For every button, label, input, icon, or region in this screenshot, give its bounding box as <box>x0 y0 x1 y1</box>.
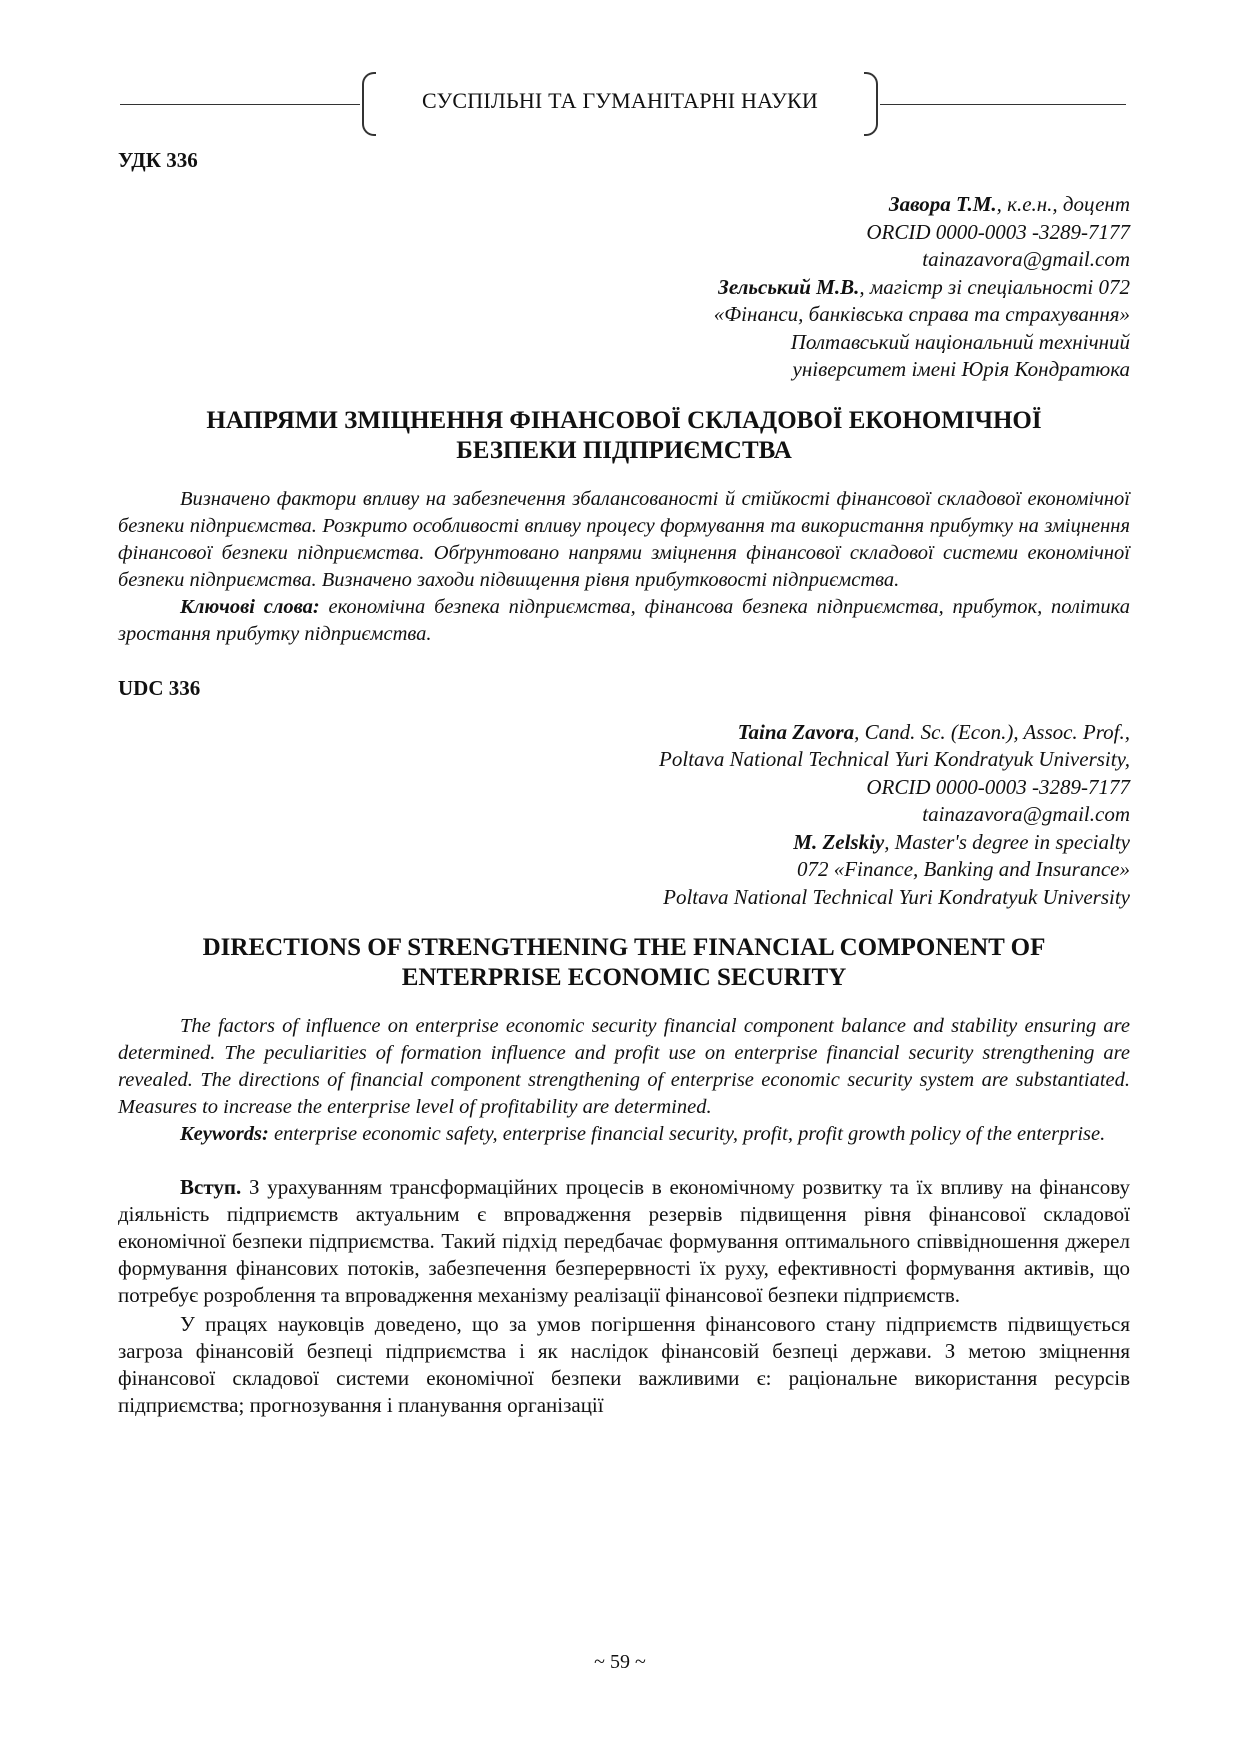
udc-en: UDC 336 <box>118 675 201 700</box>
author-name: Завора Т.М. <box>888 192 997 216</box>
author-affiliation: університет імені Юрія Кондратюка <box>792 357 1130 381</box>
author-email: tainazavora@gmail.com <box>922 802 1130 826</box>
intro-paragraph: Вступ. З урахуванням трансформаційних процесів в економічному розвитку та їх впливу на фінансову діяльність підприємств актуальним є впровадження резервів підвищення рівня фінансової складової економічної безпеки підприємства. Такий підхід передбачає формування оптимального співвідношення джерел формування фінансових потоків, забезпечення безперервності їх руху, ефективності формування активів, що потребує розроблення та впровадження механізму реалізації фінансової безпеки підприємств. <box>118 1175 1130 1307</box>
author-name: Зельський М.В. <box>718 274 860 299</box>
author-name: Taina Zavora <box>737 719 855 744</box>
keywords-label: Ключові слова: <box>180 595 320 618</box>
orcid: ORCID 0000-0003 -3289-7177 <box>866 774 1130 799</box>
abstract-en: The factors of influence on enterprise economic security financial component balance and stability ensuring are determined. The peculiarities of formation influence and profit use on enterprise financial security strengthening are revealed. The directions of financial component strengthening of enterprise economic security system are substantiated. Measures to increase the enterprise level of profitability are determined. <box>118 1015 1130 1118</box>
author-affiliation: Poltava National Technical Yuri Kondratyuk University <box>663 884 1130 909</box>
article-title-en: DIRECTIONS OF STRENGTHENING THE FINANCIAL COMPONENT OF ENTERPRISE ECONOMIC SECURITY <box>202 934 1046 991</box>
author-line: Зельський М.В., магістр зі спеціальності 072 <box>718 274 1130 299</box>
keywords-en: Keywords: enterprise economic safety, enterprise financial security, profit, profit growth policy of the enterprise. <box>180 1123 1106 1145</box>
header-rule-right <box>880 104 1126 105</box>
author-name: M. Zelskiy <box>793 829 885 854</box>
section-title: СУСПІЛЬНІ ТА ГУМАНІТАРНІ НАУКИ <box>422 88 818 113</box>
authors-en <box>118 719 1130 912</box>
author-line: Taina Zavora, Cand. Sc. (Econ.), Assoc. Prof., <box>737 719 1130 744</box>
udc-ua: УДК 336 <box>118 148 198 172</box>
abstract-ua: Визначено фактори впливу на забезпечення збалансованості й стійкості фінансової складової економічної безпеки підприємства. Розкрито особливості впливу процесу формування та використання прибутку на зміцнення фінансової безпеки підприємства. Обґрунтовано напрями зміцнення фінансової складової системи економічної безпеки підприємства. Визначено заходи підвищення рівня прибутковості підприємства. <box>118 487 1130 591</box>
author-line: Завора Т.М., к.е.н., доцент <box>888 192 1130 216</box>
header-brace-left <box>362 72 376 136</box>
keywords-label: Keywords: <box>180 1123 269 1145</box>
author-email: tainazavora@gmail.com <box>922 247 1130 271</box>
author-specialty: 072 «Finance, Banking and Insurance» <box>796 857 1130 881</box>
article-body <box>118 146 1130 1419</box>
authors-ua <box>118 191 1130 384</box>
author-affiliation: Poltava National Technical Yuri Kondratyuk University, <box>659 747 1130 771</box>
body-paragraph: У працях науковців доведено, що за умов погіршення фінансового стану підприємств підвищується загроза фінансовій безпеці підприємства і як наслідок фінансовій безпеці держави. З метою зміцнення фінансової складової системи економічної безпеки важливими є: раціональне використання ресурсів підприємства; прогнозування і планування організації <box>118 1312 1130 1417</box>
author-line: M. Zelskiy, Master's degree in specialty <box>793 829 1130 854</box>
header-rule-left <box>120 104 360 105</box>
keywords-ua: Ключові слова: економічна безпека підприємства, фінансова безпека підприємства, прибуток, політика зростання прибутку підприємства. <box>118 595 1130 645</box>
article-title-ua: НАПРЯМИ ЗМІЦНЕННЯ ФІНАНСОВОЇ СКЛАДОВОЇ ЕКОНОМІЧНОЇ БЕЗПЕКИ ПІДПРИЄМСТВА <box>206 406 1042 464</box>
author-affiliation: Полтавський національний технічний <box>790 329 1130 354</box>
intro-label: Вступ. <box>180 1175 242 1199</box>
orcid: ORCID 0000-0003 -3289-7177 <box>866 219 1130 244</box>
author-specialty: «Фінанси, банківська справа та страхування» <box>713 302 1130 326</box>
header-brace-right <box>864 72 878 136</box>
page-number: ~ 59 ~ <box>594 1651 646 1673</box>
